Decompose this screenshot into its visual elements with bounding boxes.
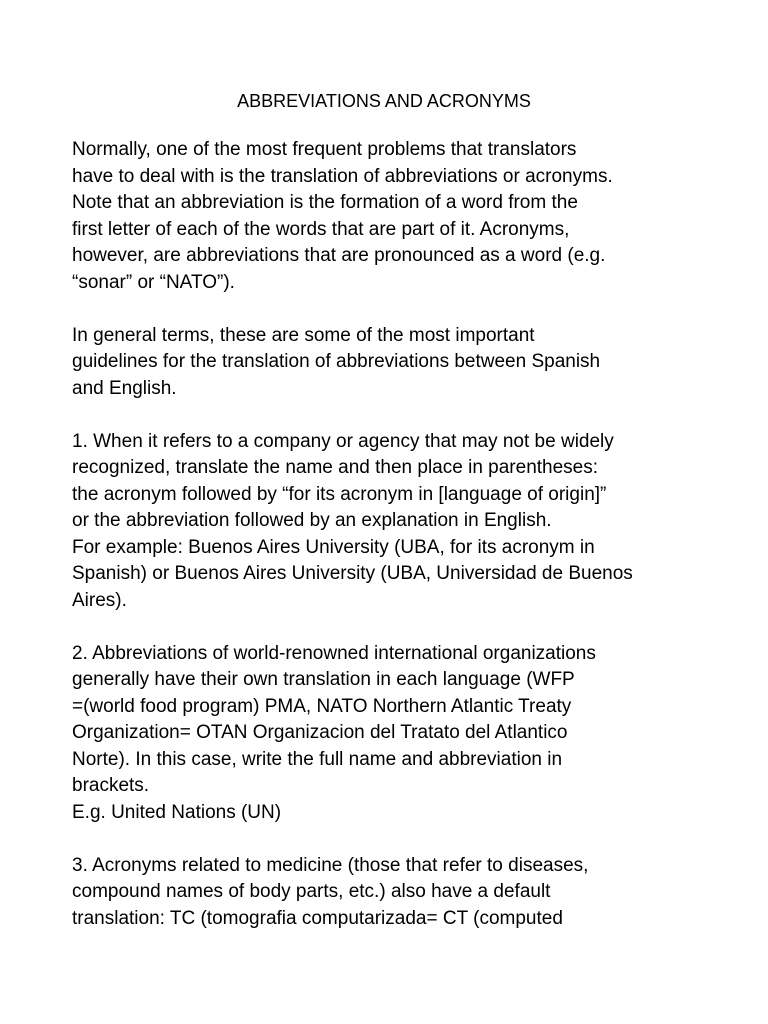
text-line: compound names of body parts, etc.) also have a default	[72, 881, 551, 902]
text-line: generally have their own translation in each language (WFP	[72, 669, 575, 690]
text-line: 2. Abbreviations of world-renowned international organizations	[72, 642, 596, 664]
paragraph-rule-3	[72, 853, 712, 933]
text-line: Norte). In this case, write the full name and abbreviation in	[72, 748, 563, 770]
text-line: recognized, translate the name and then place in parentheses:	[72, 457, 599, 478]
text-line: however, are abbreviations that are pronounced as a word (e.g.	[72, 245, 606, 266]
text-line: brackets.	[72, 775, 150, 796]
text-line: Note that an abbreviation is the formation of a word from the	[72, 192, 578, 213]
paragraph-intro	[72, 137, 712, 296]
text-line: have to deal with is the translation of abbreviations or acronyms.	[72, 165, 613, 187]
document-body	[72, 137, 712, 959]
text-line: translation: TC (tomografia computarizada= CT (computed	[72, 907, 563, 929]
text-line: Spanish) or Buenos Aires University (UBA, Universidad de Buenos	[72, 563, 633, 584]
text-line: E.g. United Nations (UN)	[72, 801, 282, 823]
text-line: guidelines for the translation of abbreviations between Spanish	[72, 351, 601, 372]
text-line: Organization= OTAN Organizacion del Tratato del Atlantico	[72, 722, 568, 743]
text-line: In general terms, these are some of the most important	[72, 324, 535, 346]
paragraph-guidelines	[72, 323, 712, 403]
text-line: the acronym followed by “for its acronym in [language of origin]”	[72, 483, 607, 505]
text-line: and English.	[72, 377, 177, 399]
paragraph-rule-1	[72, 429, 712, 615]
text-line: or the abbreviation followed by an explanation in English.	[72, 510, 552, 531]
text-line: =(world food program) PMA, NATO Northern Atlantic Treaty	[72, 695, 572, 717]
text-line: 3. Acronyms related to medicine (those that refer to diseases,	[72, 854, 589, 876]
document-title: ABBREVIATIONS AND ACRONYMS	[237, 91, 531, 111]
text-line: “sonar” or “NATO”).	[72, 271, 235, 293]
text-line: 1. When it refers to a company or agency that may not be widely	[72, 430, 614, 452]
paragraph-rule-2	[72, 641, 712, 827]
text-line: first letter of each of the words that are part of it. Acronyms,	[72, 218, 570, 240]
text-line: Normally, one of the most frequent problems that translators	[72, 139, 577, 160]
text-line: Aires).	[72, 589, 127, 611]
text-line: For example: Buenos Aires University (UBA, for its acronym in	[72, 536, 595, 558]
